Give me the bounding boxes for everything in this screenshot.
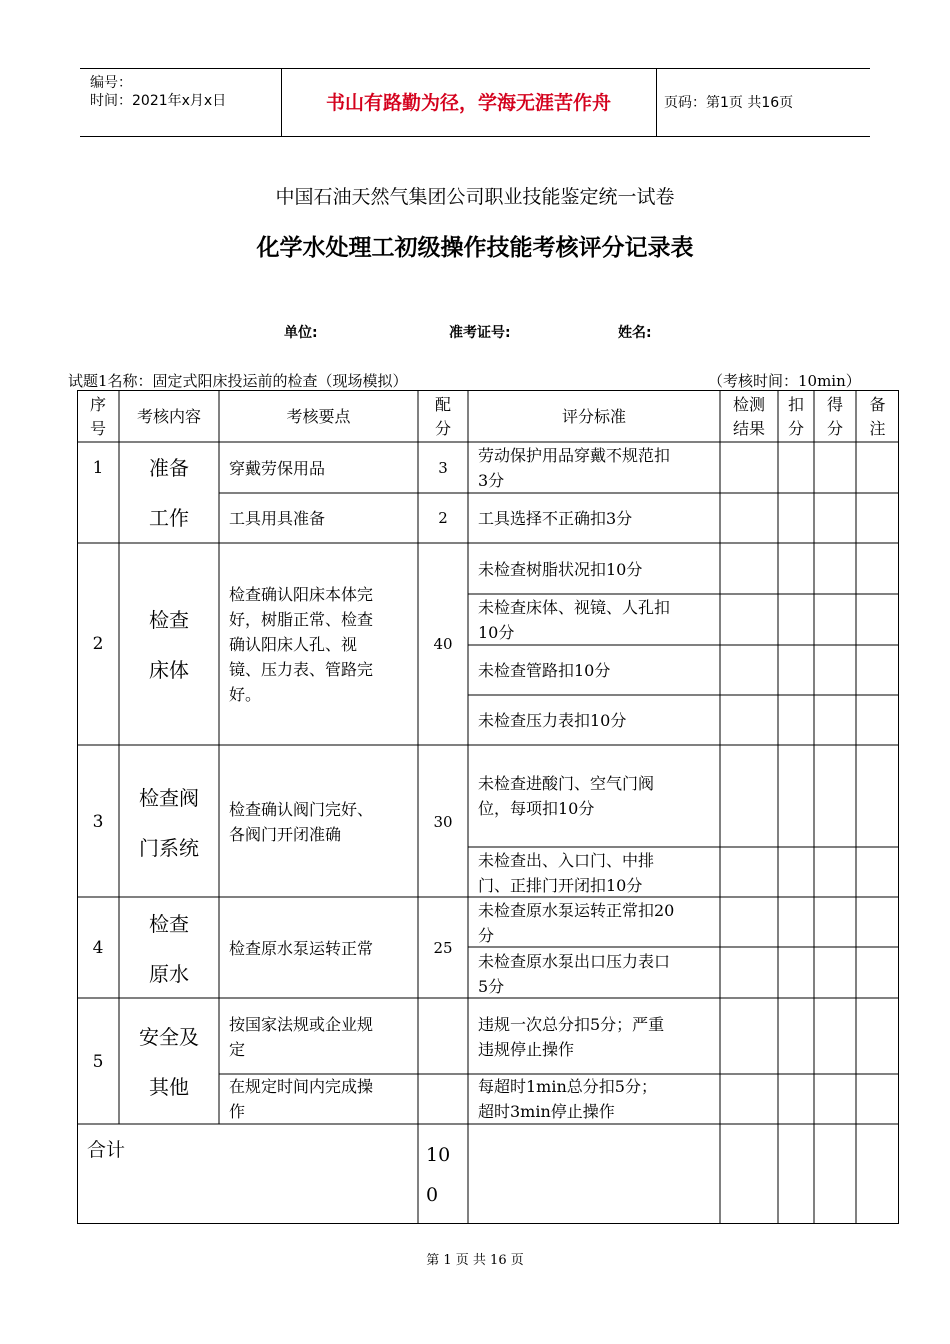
section-4-seq: 4 [92,938,104,958]
header-result [720,393,778,441]
header-score [418,393,468,441]
section-5-content [119,1012,219,1112]
section-2-point-line4: 镜、压力表、管路完 [229,660,374,679]
section-2-criteria-1: 未检查树脂状况扣10分 [478,560,643,579]
header-gain-line1: 得 [826,395,843,414]
section-1-score-1: 3 [438,459,448,477]
section-1-content-line2: 工作 [149,506,189,530]
total-score-line1: 10 [426,1144,451,1166]
header-score-line1: 配 [434,395,451,414]
section-4-criteria-1 [478,898,674,948]
scoring-table [77,390,899,1224]
section-5-point-1-line1: 按国家法规或企业规 [229,1015,374,1034]
section-1-content [119,443,219,543]
section-1-point-1: 穿戴劳保用品 [229,459,326,478]
section-5-point-2-line2: 作 [229,1102,246,1121]
header-note-line2: 注 [869,419,886,438]
total-score-line2: 0 [426,1184,439,1206]
section-1-seq: 1 [92,458,104,478]
section-2-criteria-2 [478,595,670,645]
section-5-content-line2: 其他 [149,1075,189,1099]
header-gain-line2: 分 [826,419,843,438]
section-1-point-2: 工具用具准备 [229,509,326,528]
header-deduct [778,393,814,441]
section-2-criteria-4: 未检查压力表扣10分 [478,711,627,730]
section-1-score-2: 2 [438,509,448,527]
section-2-content [119,595,219,695]
section-4-criteria-2 [478,949,670,999]
header-seq-line1: 序 [89,395,106,414]
section-5-criteria-1 [478,1012,664,1062]
section-5-content-line1: 安全及 [139,1025,199,1049]
section-5-criteria-1-line1: 违规一次总分扣5分；严重 [478,1015,665,1034]
section-1-criteria-1-line1: 劳动保护用品穿戴不规范扣 [478,446,671,465]
section-3-criteria-1-line1: 未检查进酸门、空气门阀 [478,774,655,793]
section-4-criteria-2-line2: 5分 [478,977,505,996]
header-result-line2: 结果 [732,419,765,438]
section-3-content-line1: 检查阀 [139,786,199,810]
header-bottom-rule [80,136,870,137]
section-2-score: 40 [433,635,453,653]
header-score-line2: 分 [434,419,451,438]
section-4-point: 检查原水泵运转正常 [229,939,374,958]
section-3-point-line1: 检查确认阀门完好、 [229,800,374,819]
section-2-point-line2: 好，树脂正常、检查 [229,610,374,629]
page-title: 化学水处理工初级操作技能考核评分记录表 [256,235,694,261]
header-result-line1: 检测 [732,395,765,414]
section-3-seq: 3 [92,812,104,832]
section-5-criteria-2-line1: 每超时1min总分扣5分； [478,1077,657,1096]
section-1-criteria-1-line2: 3分 [478,471,505,490]
section-3-content-line2: 门系统 [139,836,199,860]
section-2-content-line2: 床体 [149,658,189,682]
section-1-criteria-1 [478,443,670,493]
header-time-label: 时间：2021年x月x日 [90,93,227,109]
section-4-score: 25 [433,939,453,957]
question-title: 试题1名称：固定式阳床投运前的检查（现场模拟） [68,372,408,390]
question-time: （考核时间：10min） [708,372,861,390]
section-1-content-line1: 准备 [149,456,189,480]
section-3-score: 30 [433,813,453,831]
section-2-content-line1: 检查 [149,608,189,632]
page-footer: 第 1 页 共 16 页 [426,1253,524,1268]
header-note-line1: 备 [869,395,886,414]
section-5-point-2-line1: 在规定时间内完成操 [229,1077,374,1096]
field-unit: 单位: [284,325,318,341]
section-3-point-line2: 各阀门开闭准确 [229,825,342,844]
section-5-seq: 5 [92,1052,104,1072]
section-2-criteria-3: 未检查管路扣10分 [478,661,611,680]
section-2-point-line5: 好。 [229,685,262,704]
section-4-criteria-1-line2: 分 [478,926,495,945]
header-divider-right [656,68,657,136]
section-2-criteria-2-line1: 未检查床体、视镜、人孔扣 [478,598,671,617]
header-motto: 书山有路勤为径，学海无涯苦作舟 [325,92,611,114]
header-content: 考核内容 [136,407,201,426]
section-1-criteria-2: 工具选择不正确扣3分 [478,509,633,528]
header-page-info: 页码：第1页 共16页 [664,95,794,111]
section-3-criteria-2-line1: 未检查出、入口门、中排 [478,851,655,870]
section-2-criteria-2-line2: 10分 [478,623,515,642]
total-label: 合计 [87,1139,126,1161]
header-seq-line2: 号 [89,419,106,438]
section-4-criteria-2-line1: 未检查原水泵出口压力表口 [478,952,671,971]
section-3-point [229,797,373,847]
section-2-point [229,582,414,707]
section-5-criteria-2-line2: 超时3min停止操作 [478,1102,615,1121]
section-4-content-line1: 检查 [149,912,189,936]
header-deduct-line1: 扣 [787,395,804,414]
section-3-criteria-2 [478,848,654,898]
section-5-point-2 [229,1074,373,1124]
header-points: 考核要点 [286,407,351,426]
field-name: 姓名: [618,325,652,341]
header-criteria: 评分标准 [561,407,626,426]
section-5-point-1 [229,1012,373,1062]
section-2-seq: 2 [92,634,104,654]
section-4-content [119,899,219,999]
total-score [426,1135,450,1215]
header-gain [814,393,856,441]
section-3-criteria-1-line2: 位，每项扣10分 [478,799,595,818]
section-4-criteria-1-line1: 未检查原水泵运转正常扣20 [478,901,675,920]
org-title: 中国石油天然气集团公司职业技能鉴定统一试卷 [275,186,675,208]
section-2-point-line1: 检查确认阳床本体完 [229,585,374,604]
header-top-rule [80,68,870,69]
section-3-criteria-1 [478,771,654,821]
section-3-criteria-2-line2: 门、正排门开闭扣10分 [478,876,643,895]
section-2-point-line3: 确认阳床人孔、视 [229,635,358,654]
header-number-label: 编号： [90,75,132,91]
header-deduct-line2: 分 [787,419,804,438]
section-5-criteria-1-line2: 违规停止操作 [478,1040,575,1059]
section-5-point-1-line2: 定 [229,1040,246,1059]
section-4-content-line2: 原水 [149,962,189,986]
field-ticket: 准考证号: [449,325,511,341]
section-3-content [119,773,219,873]
header-seq [77,393,119,441]
section-5-criteria-2 [478,1074,657,1124]
header-note [856,393,899,441]
